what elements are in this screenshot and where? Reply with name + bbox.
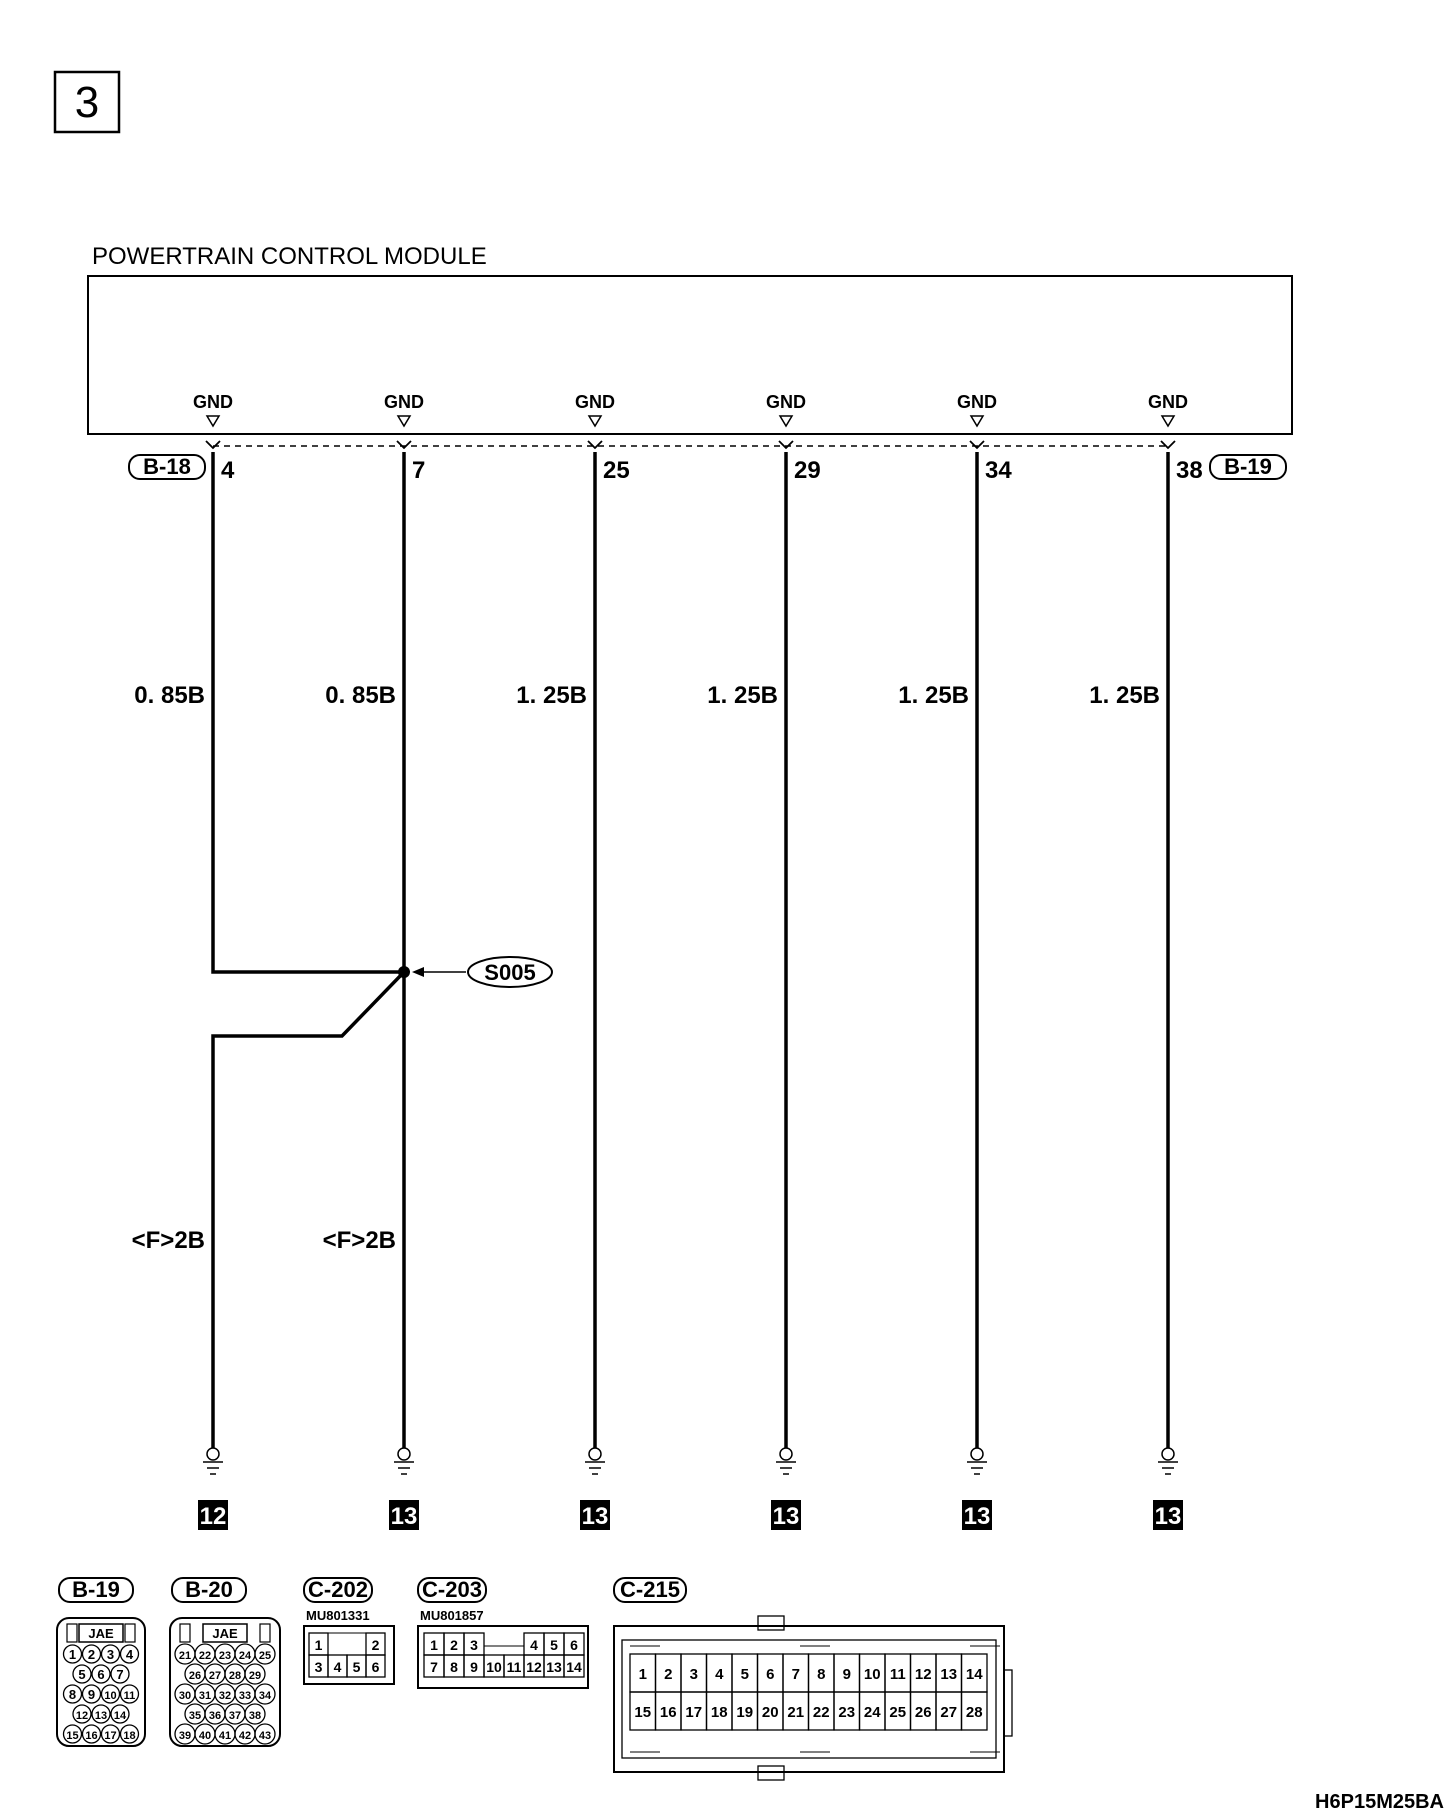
pin-label: 4 bbox=[125, 1647, 134, 1662]
ground-number: 13 bbox=[390, 1503, 418, 1530]
pin-label: 31 bbox=[198, 1690, 212, 1702]
connector-id: B-20 bbox=[185, 1577, 233, 1602]
pin-label: 23 bbox=[218, 1650, 232, 1662]
pin-fork-icon bbox=[970, 441, 984, 448]
gnd-label: GND bbox=[1148, 392, 1188, 412]
ground-number: 13 bbox=[963, 1503, 991, 1530]
pin-label: 6 bbox=[766, 1666, 775, 1683]
pin-fork-icon bbox=[397, 441, 411, 448]
pin-label: 2 bbox=[450, 1637, 458, 1653]
pin-label: 30 bbox=[178, 1690, 192, 1702]
pin-number: 29 bbox=[794, 457, 821, 484]
wire-spec-lower: <F>2B bbox=[322, 1227, 396, 1254]
pin-label: 25 bbox=[258, 1650, 272, 1662]
pin-label: 24 bbox=[863, 1704, 881, 1721]
gnd-triangle-icon bbox=[589, 416, 601, 426]
pin-label: 9 bbox=[87, 1687, 96, 1702]
pin-label: 20 bbox=[761, 1704, 779, 1721]
wire-spec-upper: 0. 85B bbox=[325, 682, 396, 709]
ground-number: 13 bbox=[1154, 1503, 1182, 1530]
pin-label: 1 bbox=[68, 1647, 77, 1662]
pin-label: 1 bbox=[638, 1666, 647, 1683]
pin-label: 15 bbox=[66, 1730, 79, 1742]
pin-label: 35 bbox=[188, 1710, 202, 1722]
pin-label: 17 bbox=[685, 1704, 703, 1721]
module-title: POWERTRAIN CONTROL MODULE bbox=[92, 243, 487, 270]
ground-symbol-icon bbox=[394, 1448, 414, 1474]
wire-spec-upper: 1. 25B bbox=[516, 682, 587, 709]
pin-label: 8 bbox=[68, 1687, 77, 1702]
pin-label: 24 bbox=[238, 1650, 252, 1662]
pin-label: 22 bbox=[198, 1650, 212, 1662]
pin-label: 18 bbox=[123, 1730, 136, 1742]
pin-number: 38 bbox=[1176, 457, 1203, 484]
ground-symbol-icon bbox=[967, 1448, 987, 1474]
pin-label: 34 bbox=[258, 1690, 272, 1702]
pin-label: 13 bbox=[94, 1710, 108, 1722]
terminal-29 bbox=[707, 392, 820, 1530]
pin-fork-icon bbox=[206, 441, 220, 448]
pin-label: 13 bbox=[546, 1659, 562, 1675]
connector-views bbox=[57, 1577, 1012, 1780]
module-box bbox=[88, 276, 1292, 434]
pin-label: 10 bbox=[104, 1690, 117, 1702]
pin-label: 7 bbox=[791, 1666, 800, 1683]
connector-label-right bbox=[1210, 454, 1286, 479]
connector-c-215 bbox=[614, 1577, 1012, 1780]
pin-label: 3 bbox=[470, 1637, 478, 1653]
pin-label: 15 bbox=[634, 1704, 652, 1721]
pin-label: 14 bbox=[113, 1710, 127, 1722]
pin-label: 4 bbox=[530, 1637, 538, 1653]
pin-label: 8 bbox=[817, 1666, 826, 1683]
connector-label-left-text: B-18 bbox=[143, 454, 191, 479]
pin-label: 12 bbox=[526, 1659, 542, 1675]
connector-id: C-202 bbox=[308, 1577, 368, 1602]
pin-label: 26 bbox=[914, 1704, 932, 1721]
ground-number: 13 bbox=[581, 1503, 609, 1530]
pin-number: 34 bbox=[985, 457, 1012, 484]
pin-label: 22 bbox=[812, 1704, 830, 1721]
pin-label: 38 bbox=[248, 1710, 262, 1722]
wire-spec-upper: 1. 25B bbox=[898, 682, 969, 709]
pin-label: 13 bbox=[940, 1666, 958, 1683]
gnd-triangle-icon bbox=[398, 416, 410, 426]
wire-spec-lower: <F>2B bbox=[131, 1227, 205, 1254]
pin-label: 11 bbox=[123, 1690, 136, 1702]
terminal-4 bbox=[132, 392, 235, 1530]
gnd-label: GND bbox=[384, 392, 424, 412]
pin-label: 1 bbox=[314, 1637, 323, 1653]
splice-dot bbox=[398, 966, 410, 978]
pin-label: 7 bbox=[116, 1667, 124, 1682]
gnd-triangle-icon bbox=[1162, 416, 1174, 426]
wire-splice-to-ground12 bbox=[213, 972, 404, 1448]
pin-label: 40 bbox=[198, 1730, 212, 1742]
pin-label: 4 bbox=[715, 1666, 724, 1683]
pin-label: 21 bbox=[178, 1650, 192, 1662]
pin-label: 10 bbox=[486, 1659, 502, 1675]
connector-b-20 bbox=[170, 1577, 280, 1746]
pin-fork-icon bbox=[588, 441, 602, 448]
pin-label: 9 bbox=[470, 1659, 478, 1675]
pin-label: 16 bbox=[85, 1730, 98, 1742]
pin-number: 25 bbox=[603, 457, 630, 484]
splice-label: S005 bbox=[484, 960, 536, 985]
ground-number: 13 bbox=[772, 1503, 800, 1530]
pin-label: 3 bbox=[314, 1659, 323, 1675]
connector-id: B-19 bbox=[72, 1577, 120, 1602]
terminal-7 bbox=[323, 392, 426, 1530]
gnd-triangle-icon bbox=[207, 416, 219, 426]
connector-maker: JAE bbox=[212, 1626, 238, 1641]
pin-label: 3 bbox=[106, 1647, 115, 1662]
pin-label: 2 bbox=[371, 1637, 380, 1653]
pin-label: 1 bbox=[430, 1637, 438, 1653]
pin-label: 26 bbox=[188, 1670, 202, 1682]
pin-label: 10 bbox=[863, 1666, 881, 1683]
terminal-34 bbox=[898, 392, 1012, 1530]
pin-number: 4 bbox=[221, 457, 235, 484]
page-number: 3 bbox=[74, 78, 100, 127]
wire-pin4-to-splice bbox=[213, 452, 404, 972]
terminal-38 bbox=[1089, 392, 1202, 1530]
pin-label: 27 bbox=[208, 1670, 222, 1682]
pin-label: 11 bbox=[889, 1666, 906, 1683]
pin-label: 19 bbox=[736, 1704, 754, 1721]
figure-code: H6P15M25BA bbox=[1315, 1791, 1444, 1813]
gnd-label: GND bbox=[766, 392, 806, 412]
pin-label: 2 bbox=[87, 1647, 96, 1662]
pin-label: 41 bbox=[218, 1730, 232, 1742]
pin-number: 7 bbox=[412, 457, 426, 484]
wire-spec-upper: 1. 25B bbox=[707, 682, 778, 709]
connector-c-203 bbox=[418, 1577, 588, 1688]
ground-symbol-icon bbox=[776, 1448, 796, 1474]
pin-label: 3 bbox=[689, 1666, 698, 1683]
splice-wiring bbox=[213, 452, 552, 1448]
pin-label: 7 bbox=[430, 1659, 438, 1675]
pin-label: 23 bbox=[838, 1704, 856, 1721]
connector-id: C-203 bbox=[422, 1577, 482, 1602]
pin-label: 4 bbox=[333, 1659, 342, 1675]
pin-label: 14 bbox=[566, 1659, 582, 1675]
connector-part-number: MU801331 bbox=[306, 1608, 370, 1623]
ground-symbol-icon bbox=[203, 1448, 223, 1474]
connector-part-number: MU801857 bbox=[420, 1608, 484, 1623]
pin-label: 29 bbox=[248, 1670, 262, 1682]
terminal-group bbox=[132, 392, 1203, 1530]
pin-label: 43 bbox=[258, 1730, 272, 1742]
pin-label: 36 bbox=[208, 1710, 222, 1722]
pin-label: 5 bbox=[78, 1667, 86, 1682]
connector-label-right-text: B-19 bbox=[1224, 454, 1272, 479]
connector-c-202 bbox=[304, 1577, 394, 1684]
ground-number: 12 bbox=[199, 1503, 227, 1530]
gnd-triangle-icon bbox=[780, 416, 792, 426]
pin-label: 5 bbox=[550, 1637, 558, 1653]
pin-label: 39 bbox=[178, 1730, 192, 1742]
gnd-triangle-icon bbox=[971, 416, 983, 426]
splice-arrow-head bbox=[412, 967, 424, 977]
pin-label: 2 bbox=[664, 1666, 673, 1683]
pin-fork-icon bbox=[1161, 441, 1175, 448]
pin-label: 28 bbox=[228, 1670, 242, 1682]
gnd-label: GND bbox=[575, 392, 615, 412]
pin-label: 6 bbox=[371, 1659, 380, 1675]
pin-label: 16 bbox=[659, 1704, 677, 1721]
gnd-label: GND bbox=[193, 392, 233, 412]
wire-spec-upper: 0. 85B bbox=[134, 682, 205, 709]
pin-label: 32 bbox=[218, 1690, 232, 1702]
pin-label: 8 bbox=[450, 1659, 458, 1675]
pin-label: 6 bbox=[570, 1637, 578, 1653]
pin-label: 6 bbox=[97, 1667, 105, 1682]
pin-label: 14 bbox=[965, 1666, 983, 1683]
pin-fork-icon bbox=[779, 441, 793, 448]
pin-label: 37 bbox=[228, 1710, 242, 1722]
pin-label: 42 bbox=[238, 1730, 252, 1742]
pin-label: 25 bbox=[889, 1704, 907, 1721]
pin-label: 18 bbox=[710, 1704, 728, 1721]
pin-label: 5 bbox=[740, 1666, 749, 1683]
pin-label: 11 bbox=[506, 1659, 522, 1675]
connector-b-19 bbox=[57, 1577, 145, 1746]
pin-label: 28 bbox=[965, 1704, 983, 1721]
pin-label: 5 bbox=[352, 1659, 361, 1675]
ground-symbol-icon bbox=[1158, 1448, 1178, 1474]
connector-label-left bbox=[129, 454, 205, 479]
pin-label: 33 bbox=[238, 1690, 252, 1702]
gnd-label: GND bbox=[957, 392, 997, 412]
pin-label: 12 bbox=[75, 1710, 89, 1722]
pin-label: 12 bbox=[914, 1666, 932, 1683]
pin-label: 17 bbox=[104, 1730, 117, 1742]
ground-symbol-icon bbox=[585, 1448, 605, 1474]
pin-label: 21 bbox=[787, 1704, 805, 1721]
pin-label: 9 bbox=[842, 1666, 851, 1683]
connector-id: C-215 bbox=[620, 1577, 680, 1602]
wire-spec-upper: 1. 25B bbox=[1089, 682, 1160, 709]
connector-maker: JAE bbox=[88, 1626, 114, 1641]
pin-label: 27 bbox=[940, 1704, 958, 1721]
